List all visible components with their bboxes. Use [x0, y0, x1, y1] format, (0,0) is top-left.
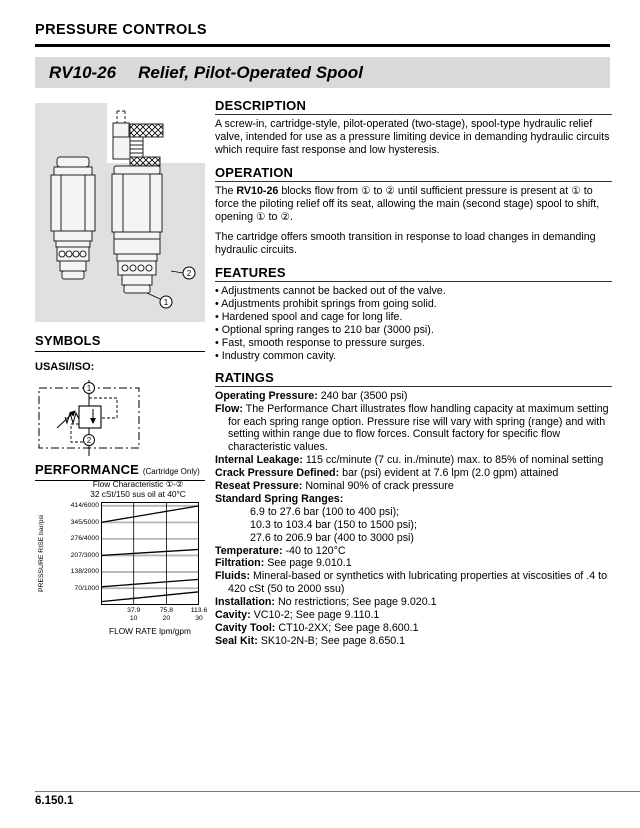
rating-entry: Filtration: See page 9.010.1: [215, 557, 352, 570]
rating-entry: Cavity: VC10-2; See page 9.110.1: [215, 609, 380, 622]
feature-item: • Hardened spool and cage for long life.: [215, 311, 612, 324]
description-body: A screw-in, cartridge-style, pilot-operated (two-stage), spool-type hydraulic relief valve, intended for use as a pressure limiting device in demanding hydraulic circuits which require fast response and low hysteresis.: [215, 118, 610, 156]
rating-label: Installation:: [215, 596, 275, 609]
chart-title: [63, 479, 213, 499]
usasi-iso-schematic: [35, 374, 147, 462]
x-tick-gpm: 10: [129, 614, 138, 622]
rating-label: Internal Leakage:: [215, 454, 303, 467]
rating-label: Seal Kit:: [215, 634, 258, 647]
chart-title-line1: Flow Characteristic ①-②: [92, 479, 184, 489]
plot-border: [102, 503, 199, 605]
data-line: [101, 592, 199, 602]
rating-entry: Installation: No restrictions; See page 9.020.1: [215, 596, 437, 609]
data-line: [101, 579, 199, 586]
rating-entry: Temperature: -40 to 120°C: [215, 544, 346, 557]
description-section: [215, 98, 612, 157]
ratings-list: [215, 390, 612, 648]
svg-text:2: 2: [86, 436, 92, 445]
rating-entry: Internal Leakage: 115 cc/minute (7 cu. in./minute) max. to 85% of nominal setting: [215, 454, 604, 467]
performance-chart: [35, 479, 213, 644]
port-2-label: [171, 267, 195, 279]
svg-text:2: 2: [186, 269, 192, 278]
rating-label: Temperature:: [215, 544, 283, 557]
operation-p1-rest: blocks flow from ① to ② until sufficient pressure is present at ① to force the piloting relief off its seat, allowing the main (second stage) spool to shift, opening ① to ②.: [215, 184, 600, 223]
x-tick-lpm: 37.9: [127, 607, 141, 614]
features-heading: FEATURES: [215, 265, 612, 282]
svg-text:1: 1: [163, 298, 169, 307]
page-number: 6.150.1: [35, 795, 74, 807]
rating-label: Cavity Tool:: [215, 622, 276, 634]
rating-entry: [215, 493, 612, 545]
rating-label: Filtration:: [215, 557, 265, 570]
features-section: [215, 265, 612, 362]
operation-p1-pre: The: [215, 184, 237, 197]
operation-section: [215, 165, 612, 258]
rating-entry: Fluids: Mineral-based or synthetics with lubricating properties at viscosities of .4 to 420 cSt (50 to 2000 ssu): [215, 570, 608, 596]
chart-plot-area: [101, 502, 199, 607]
operation-heading: OPERATION: [215, 165, 612, 182]
features-list: [215, 285, 612, 362]
rating-entry: Seal Kit: SK10-2N-B; See page 8.650.1: [215, 634, 406, 647]
x-tick-gpm: 30: [195, 614, 203, 622]
rating-entry: Operating Pressure: 240 bar (3500 psi): [215, 389, 408, 402]
x-tick-label: [149, 607, 183, 622]
rating-label: Fluids:: [215, 570, 251, 583]
rating-label: Crack Pressure Defined:: [215, 467, 340, 480]
feature-item: • Adjustments prohibit springs from going solid.: [215, 298, 612, 311]
usasi-iso-label: USASI/ISO:: [35, 361, 95, 373]
cartridge-drawing: [35, 103, 205, 322]
rating-label: Standard Spring Ranges:: [215, 492, 344, 505]
model-number: RV10-26: [49, 63, 117, 82]
svg-text:1: 1: [86, 384, 92, 393]
header-rule: [35, 44, 610, 47]
feature-item: • Adjustments cannot be backed out of the valve.: [215, 285, 612, 298]
feature-item: • Optional spring ranges to 210 bar (3000 psi).: [215, 324, 612, 337]
port-1-label: [147, 293, 172, 308]
rating-label: Reseat Pressure:: [215, 480, 303, 493]
symbol-port-2: [84, 435, 95, 446]
rating-subline: 10.3 to 103.4 bar (150 to 1500 psi);: [250, 518, 417, 531]
ratings-heading: RATINGS: [215, 370, 612, 387]
operation-paragraph-2: The cartridge offers smooth transition in response to load changes in demanding hydraulic circuits.: [215, 231, 596, 257]
category-kicker: PRESSURE CONTROLS: [35, 22, 207, 38]
chart-title-line2: 32 cSt/150 sus oil at 40°C: [90, 489, 186, 499]
model-description: Relief, Pilot-Operated Spool: [138, 63, 363, 82]
rating-entry: Cavity Tool: CT10-2XX; See page 8.600.1: [215, 622, 419, 634]
footer-rule: [35, 791, 640, 792]
description-heading: DESCRIPTION: [215, 98, 612, 115]
operation-p1-model: RV10-26: [236, 184, 279, 197]
feature-item: • Fast, smooth response to pressure surges.: [215, 337, 612, 350]
rating-subline: 27.6 to 206.9 bar (400 to 3000 psi): [250, 531, 414, 544]
data-line: [101, 506, 199, 523]
y-tick-label: 207/3000: [70, 551, 99, 559]
performance-note: (Cartridge Only): [142, 467, 200, 476]
chart-x-axis-label: FLOW RATE lpm/gpm: [109, 626, 191, 636]
y-tick-label: 70/1000: [74, 584, 99, 592]
y-tick-label: 345/5000: [70, 518, 99, 526]
rating-label: Flow:: [215, 402, 243, 415]
rating-entry: Flow: The Performance Chart illustrates flow handling capacity at maximum setting for each spring range option. Pressure rise will vary with spring (range) and with setting within range due to flow forces. Consult factory for specific flow characteristic values.: [215, 402, 609, 454]
rating-entry: Reseat Pressure: Nominal 90% of crack pressure: [215, 480, 454, 493]
x-tick-lpm: 113.6: [190, 607, 208, 614]
feature-item: • Industry common cavity.: [215, 350, 612, 363]
ratings-section: [215, 370, 612, 648]
cartridge-valve-illustration: [35, 103, 205, 322]
operation-paragraph-1: [215, 185, 612, 224]
y-tick-label: 414/6000: [70, 502, 99, 510]
symbol-port-1: [84, 383, 95, 394]
rating-label: Operating Pressure:: [215, 389, 318, 402]
rating-label: Cavity:: [215, 609, 251, 622]
page-title: [35, 57, 610, 88]
rating-entry: Crack Pressure Defined: bar (psi) evident at 7.6 lpm (2.0 gpm) attained: [215, 467, 559, 480]
chart-y-axis-label: PRESSURE RISE bar/psi: [38, 514, 45, 593]
title-banner: [35, 57, 610, 88]
x-tick-label: [117, 607, 151, 622]
x-tick-label: [182, 607, 216, 622]
main-content: [215, 98, 612, 655]
symbols-heading: SYMBOLS: [35, 333, 205, 352]
y-tick-label: 276/4000: [70, 535, 99, 543]
rating-subline: 6.9 to 27.6 bar (100 to 400 psi);: [250, 505, 400, 518]
performance-heading-text: PERFORMANCE: [35, 462, 140, 477]
x-tick-lpm: 75.8: [159, 607, 173, 614]
y-tick-label: 138/2000: [70, 568, 99, 576]
x-tick-gpm: 20: [162, 614, 171, 622]
